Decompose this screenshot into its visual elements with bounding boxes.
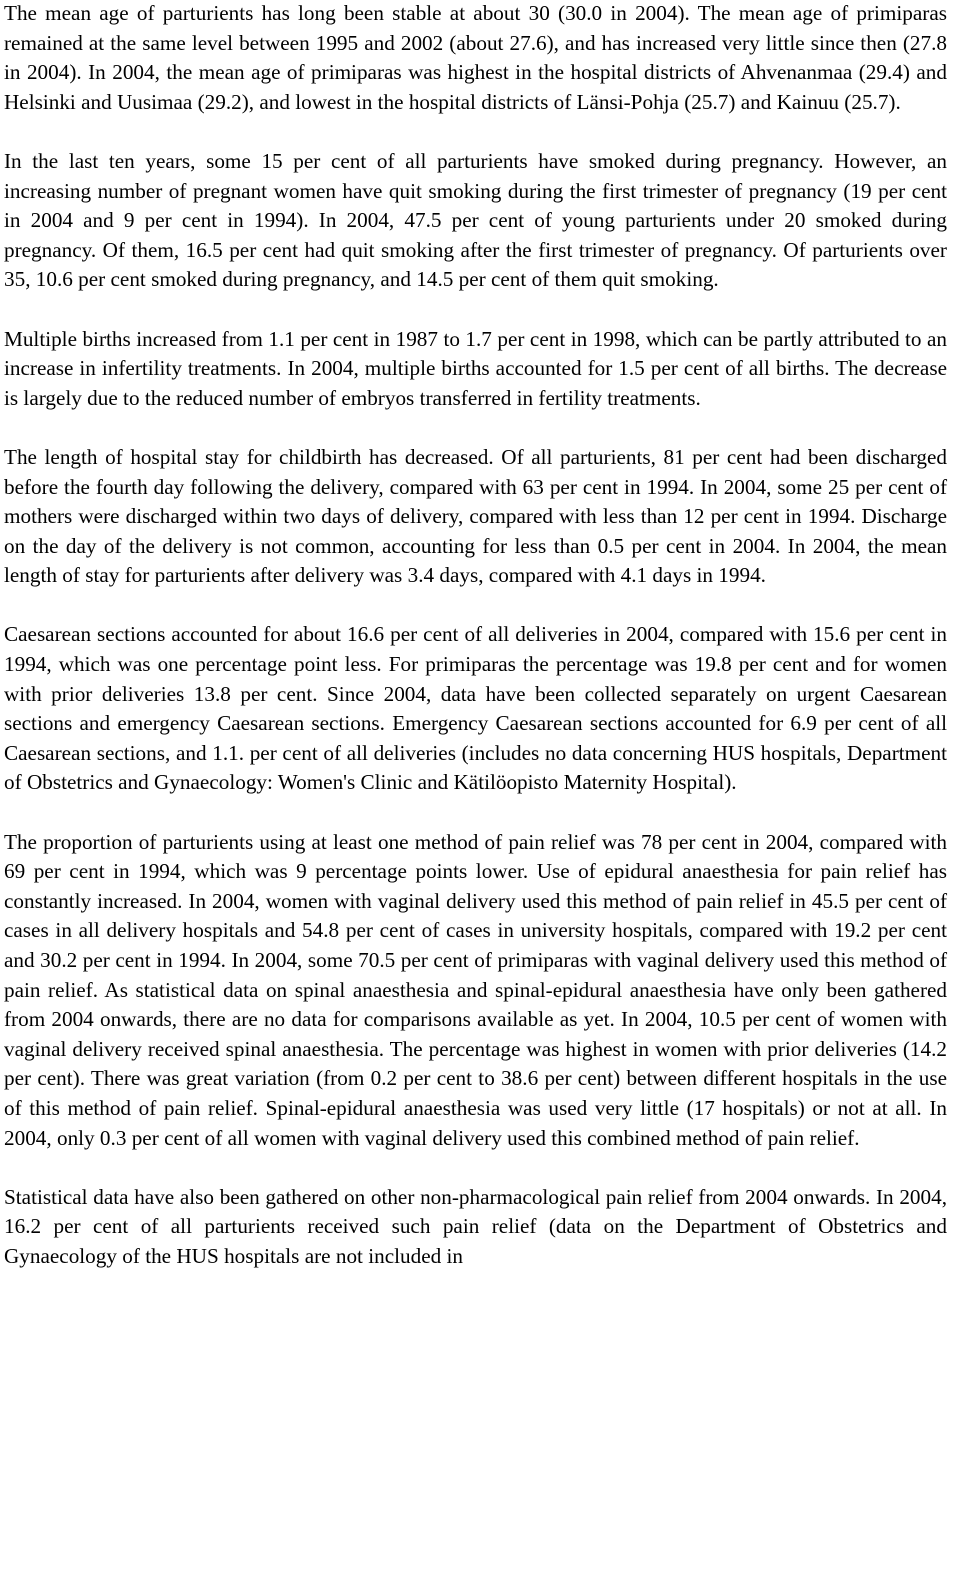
paragraph-hospital-stay: The length of hospital stay for childbirth has decreased. Of all parturients, 81 per cent had been discharged before the fourth day following the delivery, compared with 63 per cent in 1994. In 2004, some 25 per cent of mothers were discharged within two days of delivery, compared with less than 12 per cent in 1994. Discharge on the day of the delivery is not common, accounting for less than 0.5 per cent in 2004. In 2004, the mean length of stay for parturients after delivery was 3.4 days, compared with 4.1 days in 1994. <box>4 444 947 588</box>
paragraph-parturient-age: The mean age of parturients has long been stable at about 30 (30.0 in 2004). The mean age of primiparas remained at the same level between 1995 and 2002 (about 27.6), and has increased very little since then (27.8 in 2004). In 2004, the mean age of primiparas was highest in the hospital districts of Ahvenanmaa (29.4) and Helsinki and Uusimaa (29.2), and lowest in the hospital districts of Länsi-Pohja (25.7) and Kainuu (25.7). <box>4 1 947 114</box>
paragraph-multiple-births: Multiple births increased from 1.1 per cent in 1987 to 1.7 per cent in 1998, which can be partly attributed to an increase in infertility treatments. In 2004, multiple births accounted for 1.5 per cent of all births. The decrease is largely due to the reduced number of embryos transferred in fertility treatments. <box>4 326 947 410</box>
paragraph-caesarean-sections: Caesarean sections accounted for about 16.6 per cent of all deliveries in 2004, compared with 15.6 per cent in 1994, which was one percentage point less. For primiparas the percentage was 19.8 per cent and for women with prior deliveries 13.8 per cent. Since 2004, data have been collected separately on urgent Caesarean sections and emergency Caesarean sections. Emergency Caesarean sections accounted for 6.9 per cent of all Caesarean sections, and 1.1. per cent of all deliveries (includes no data concerning HUS hospitals, Department of Obstetrics and Gynaecology: Women's Clinic and Kätilöopisto Maternity Hospital). <box>4 622 947 795</box>
paragraph-smoking: In the last ten years, some 15 per cent of all parturients have smoked during pregnancy. However, an increasing number of pregnant women have quit smoking during the first trimester of pregnancy (19 per cent in 2004 and 9 per cent in 1994). In 2004, 47.5 per cent of young parturients under 20 smoked during pregnancy. Of them, 16.5 per cent had quit smoking after the first trimester of pregnancy. Of parturients over 35, 10.6 per cent smoked during pregnancy, and 14.5 per cent of them quit smoking. <box>4 148 947 292</box>
paragraph-non-pharmacological-pain-relief: Statistical data have also been gathered on other non-pharmacological pain relief from 2004 onwards. In 2004, 16.2 per cent of all parturients received such pain relief (data on the Department of Obstetrics and Gynaecology of the HUS hospitals are not included in <box>4 1184 947 1268</box>
paragraph-pain-relief: The proportion of parturients using at least one method of pain relief was 78 per cent in 2004, compared with 69 per cent in 1994, which was 9 percentage points lower. Use of epidural anaesthesia for pain relief has constantly increased. In 2004, women with vaginal delivery used this method of pain relief in 45.5 per cent of cases in all delivery hospitals and 54.8 per cent of cases in university hospitals, compared with 19.2 per cent and 30.2 per cent in 1994. In 2004, some 70.5 per cent of primiparas with vaginal delivery used this method of pain relief. As statistical data on spinal anaesthesia and spinal-epidural anaesthesia have only been gathered from 2004 onwards, there are no data for comparisons available as yet. In 2004, 10.5 per cent of women with vaginal delivery received spinal anaesthesia. The percentage was highest in women with prior deliveries (14.2 per cent). There was great variation (from 0.2 per cent to 38.6 per cent) between different hospitals in the use of this method of pain relief. Spinal-epidural anaesthesia was used very little (17 hospitals) or not at all. In 2004, only 0.3 per cent of all women with vaginal delivery used this combined method of pain relief. <box>4 829 947 1150</box>
